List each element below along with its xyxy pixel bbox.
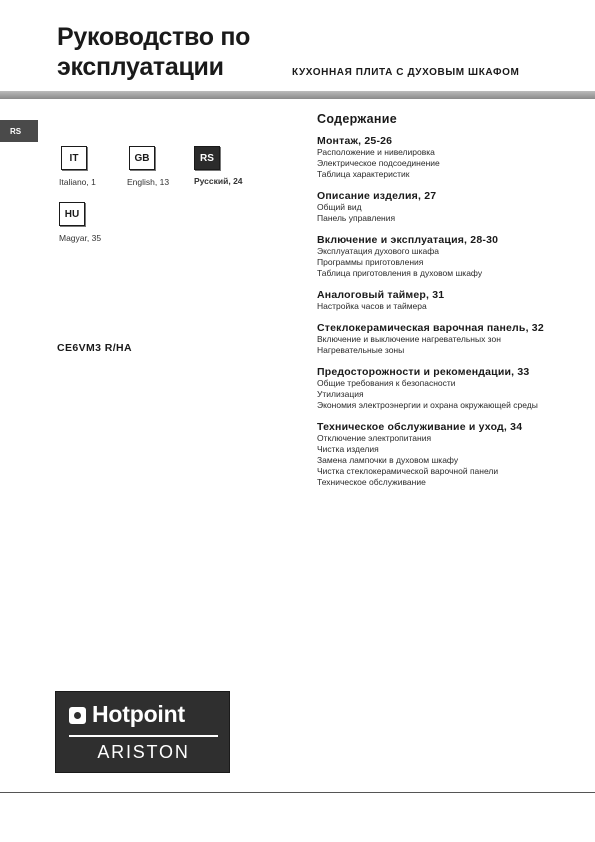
toc-item[interactable]: Экономия электроэнергии и охрана окружающей среды xyxy=(317,400,538,410)
toc-item[interactable]: Эксплуатация духового шкафа xyxy=(317,246,439,256)
toc-item[interactable]: Чистка изделия xyxy=(317,444,379,454)
language-box-rs[interactable]: RS xyxy=(194,146,220,170)
toc-item[interactable]: Утилизация xyxy=(317,389,364,399)
toc-section-title[interactable]: Стеклокерамическая варочная панель, 32 xyxy=(317,322,544,334)
toc-item[interactable]: Программы приготовления xyxy=(317,257,424,267)
toc-item[interactable]: Таблица приготовления в духовом шкафу xyxy=(317,268,483,278)
table-of-contents xyxy=(317,112,557,498)
language-side-tab: RS xyxy=(0,120,38,142)
toc-item[interactable]: Отключение электропитания xyxy=(317,433,432,443)
toc-section xyxy=(317,421,557,488)
toc-item[interactable]: Расположение и нивелировка xyxy=(317,147,435,157)
model-number: CE6VM3 R/HA xyxy=(57,342,132,354)
title-line-2: эксплуатации xyxy=(57,53,224,81)
toc-item[interactable]: Включение и выключение нагревательных зон xyxy=(317,334,501,344)
toc-section-title[interactable]: Аналоговый таймер, 31 xyxy=(317,289,445,301)
logo-divider xyxy=(69,735,218,737)
document-subtitle: КУХОННАЯ ПЛИТА С ДУХОВЫМ ШКАФОМ xyxy=(292,67,520,78)
brand-logo xyxy=(55,691,230,773)
toc-section xyxy=(317,322,557,356)
toc-section xyxy=(317,366,557,411)
language-box-it[interactable]: IT xyxy=(61,146,87,170)
page-title xyxy=(57,22,297,82)
language-label-it: Italiano, 1 xyxy=(59,177,96,187)
title-line-1: Руководство по xyxy=(57,23,251,51)
logo-brand-name: Hotpoint xyxy=(92,701,185,727)
toc-section xyxy=(317,234,557,279)
toc-section-title[interactable]: Предосторожности и рекомендации, 33 xyxy=(317,366,530,378)
language-label-rs: Русский, 24 xyxy=(194,176,243,186)
toc-section-title[interactable]: Описание изделия, 27 xyxy=(317,190,437,202)
toc-item[interactable]: Настройка часов и таймера xyxy=(317,301,427,311)
toc-item[interactable]: Электрическое подсоединение xyxy=(317,158,440,168)
header-divider xyxy=(0,91,595,99)
toc-item[interactable]: Общий вид xyxy=(317,202,362,212)
toc-section-title[interactable]: Монтаж, 25-26 xyxy=(317,135,393,147)
language-label-hu: Magyar, 35 xyxy=(59,233,102,243)
toc-item[interactable]: Техническое обслуживание xyxy=(317,477,426,487)
toc-section xyxy=(317,190,557,224)
toc-item[interactable]: Чистка стеклокерамической варочной панели xyxy=(317,466,499,476)
toc-item[interactable]: Замена лампочки в духовом шкафу xyxy=(317,455,459,465)
toc-item[interactable]: Таблица характеристик xyxy=(317,169,410,179)
toc-item[interactable]: Нагревательные зоны xyxy=(317,345,405,355)
footer-divider xyxy=(0,792,595,793)
language-box-gb[interactable]: GB xyxy=(129,146,155,170)
toc-section-title[interactable]: Включение и эксплуатация, 28-30 xyxy=(317,234,499,246)
language-label-gb: English, 13 xyxy=(127,177,170,187)
toc-section xyxy=(317,289,557,312)
toc-item[interactable]: Панель управления xyxy=(317,213,396,223)
toc-heading: Содержание xyxy=(317,112,398,126)
language-box-hu[interactable]: HU xyxy=(59,202,85,226)
toc-section xyxy=(317,135,557,180)
toc-item[interactable]: Общие требования к безопасности xyxy=(317,378,456,388)
logo-sub-name: ARISTON xyxy=(97,742,190,762)
logo-mark-icon xyxy=(69,707,86,724)
toc-section-title[interactable]: Техническое обслуживание и уход, 34 xyxy=(317,421,523,433)
